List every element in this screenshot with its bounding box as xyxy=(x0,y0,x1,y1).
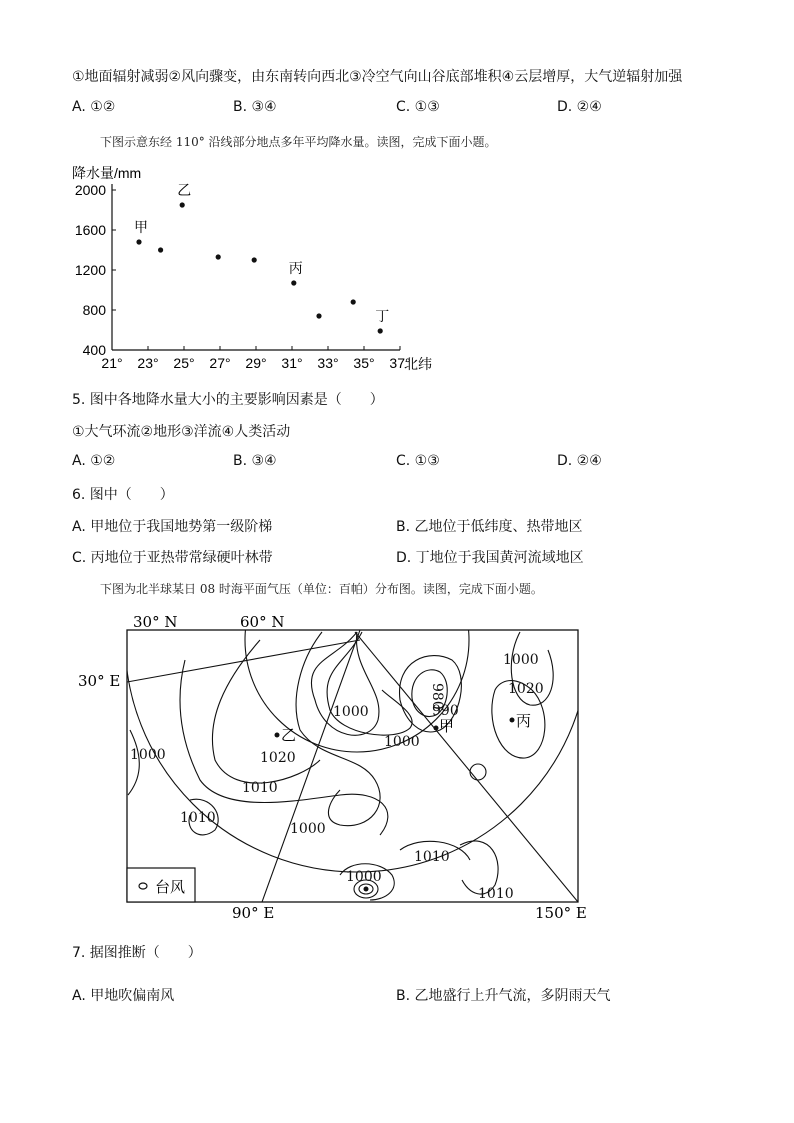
place-dot-jia xyxy=(434,726,439,731)
isobar-label: 980 xyxy=(429,683,445,710)
q6-option-a[interactable]: A. 甲地位于我国地势第一级阶梯 xyxy=(72,519,273,535)
place-label-bing: 丙 xyxy=(516,712,532,730)
q4-stem: ①地面辐射减弱②风向骤变，由东南转向西北③冷空气向山谷底部堆积④云层增厚，大气逆辐射加强 xyxy=(72,69,683,85)
isobar-label: 1000 xyxy=(290,821,326,837)
chart-ytick-label: 2000 xyxy=(74,182,106,198)
chart-xtick-label: 35° xyxy=(353,355,375,371)
isobar-label: 1000 xyxy=(333,704,369,720)
chart-caption: 下图示意东经 110° 沿线部分地点多年平均降水量。读图，完成下面小题。 xyxy=(100,135,497,149)
isobar-label: 1010 xyxy=(180,810,216,826)
point-label: 丙 xyxy=(288,261,303,277)
q4-option-d[interactable]: D. ②④ xyxy=(557,99,602,115)
place-label-yi: 乙 xyxy=(281,726,297,744)
chart-xlabel: 北纬 xyxy=(404,356,432,372)
data-point xyxy=(316,313,321,318)
place-label-jia: 甲 xyxy=(439,717,455,735)
q7-stem: 7. 据图推断（ ） xyxy=(72,945,202,961)
typhoon-center xyxy=(364,887,369,892)
chart-xtick-label: 33° xyxy=(317,355,339,371)
q6-stem: 6. 图中（ ） xyxy=(72,487,174,503)
chart-ytick-label: 1200 xyxy=(74,262,106,278)
chart-xtick-label: 37° xyxy=(389,355,411,371)
data-point xyxy=(291,280,296,285)
pressure-map xyxy=(70,608,600,923)
q4-option-c[interactable]: C. ①③ xyxy=(396,99,440,115)
q5-option-c[interactable]: C. ①③ xyxy=(396,453,440,469)
q4-option-a[interactable]: A. ①② xyxy=(72,99,116,115)
isobar-label: 1010 xyxy=(242,780,278,796)
lat-label-30n: 30° N xyxy=(133,613,178,631)
lon-label-30e: 30° E xyxy=(78,672,121,690)
q6-option-b[interactable]: B. 乙地位于低纬度、热带地区 xyxy=(396,519,583,535)
chart-xtick-label: 25° xyxy=(173,355,195,371)
meridian-90e xyxy=(262,630,360,902)
chart-ytick-label: 800 xyxy=(82,302,106,318)
isobar-label: 1010 xyxy=(478,886,514,902)
q5-option-a[interactable]: A. ①② xyxy=(72,453,116,469)
lat-label-60n: 60° N xyxy=(240,613,285,631)
isobar xyxy=(180,660,388,835)
q7-option-b[interactable]: B. 乙地盛行上升气流，多阴雨天气 xyxy=(396,988,611,1004)
map-frame xyxy=(127,630,578,902)
point-label: 乙 xyxy=(177,183,192,199)
data-point xyxy=(158,247,163,252)
chart-xtick-label: 21° xyxy=(101,355,123,371)
point-label: 丁 xyxy=(375,309,390,325)
map-caption: 下图为北半球某日 08 时海平面气压（单位：百帕）分布图。读图，完成下面小题。 xyxy=(100,582,543,596)
precipitation-scatter-chart xyxy=(60,158,460,378)
isobar-label: 1000 xyxy=(130,747,166,763)
isobar-label: 1000 xyxy=(503,652,539,668)
q5-stem: 5. 图中各地降水量大小的主要影响因素是（ ） xyxy=(72,392,384,408)
q7-option-a[interactable]: A. 甲地吹偏南风 xyxy=(72,988,175,1004)
legend-label: 台风 xyxy=(155,878,186,896)
data-point xyxy=(378,328,383,333)
isobar-label: 1020 xyxy=(260,750,296,766)
chart-ytick-label: 1600 xyxy=(74,222,106,238)
q5-option-d[interactable]: D. ②④ xyxy=(557,453,602,469)
chart-ytick-label: 400 xyxy=(82,342,106,358)
chart-xtick-label: 29° xyxy=(245,355,267,371)
meridian-150e xyxy=(355,632,578,902)
isobar-label: 1020 xyxy=(508,681,544,697)
chart-xtick-label: 31° xyxy=(281,355,303,371)
isobar-label: 1010 xyxy=(414,849,450,865)
small-low-circle xyxy=(470,764,486,780)
lon-label-150e: 150° E xyxy=(535,904,587,922)
place-dot-yi xyxy=(275,733,280,738)
data-point xyxy=(136,239,141,244)
chart-xtick-label: 27° xyxy=(209,355,231,371)
point-label: 甲 xyxy=(134,220,148,236)
chart-ylabel: 降水量/mm xyxy=(72,165,142,181)
isobar-label: 990 xyxy=(432,703,459,719)
data-point xyxy=(252,257,257,262)
data-point xyxy=(216,254,221,259)
isobar-label: 1000 xyxy=(346,869,382,885)
q6-option-c[interactable]: C. 丙地位于亚热带常绿硬叶林带 xyxy=(72,550,273,566)
chart-xtick-label: 23° xyxy=(137,355,159,371)
isobar xyxy=(296,632,380,826)
q4-option-b[interactable]: B. ③④ xyxy=(233,99,277,115)
lon-label-90e: 90° E xyxy=(232,904,275,922)
q6-option-d[interactable]: D. 丁地位于我国黄河流域地区 xyxy=(396,550,584,566)
q5-sub: ①大气环流②地形③洋流④人类活动 xyxy=(72,424,291,440)
data-point xyxy=(180,202,185,207)
data-point xyxy=(351,299,356,304)
place-dot-bing xyxy=(510,718,515,723)
isobar-label: 1000 xyxy=(384,734,420,750)
map-legend xyxy=(127,868,195,902)
q5-option-b[interactable]: B. ③④ xyxy=(233,453,277,469)
